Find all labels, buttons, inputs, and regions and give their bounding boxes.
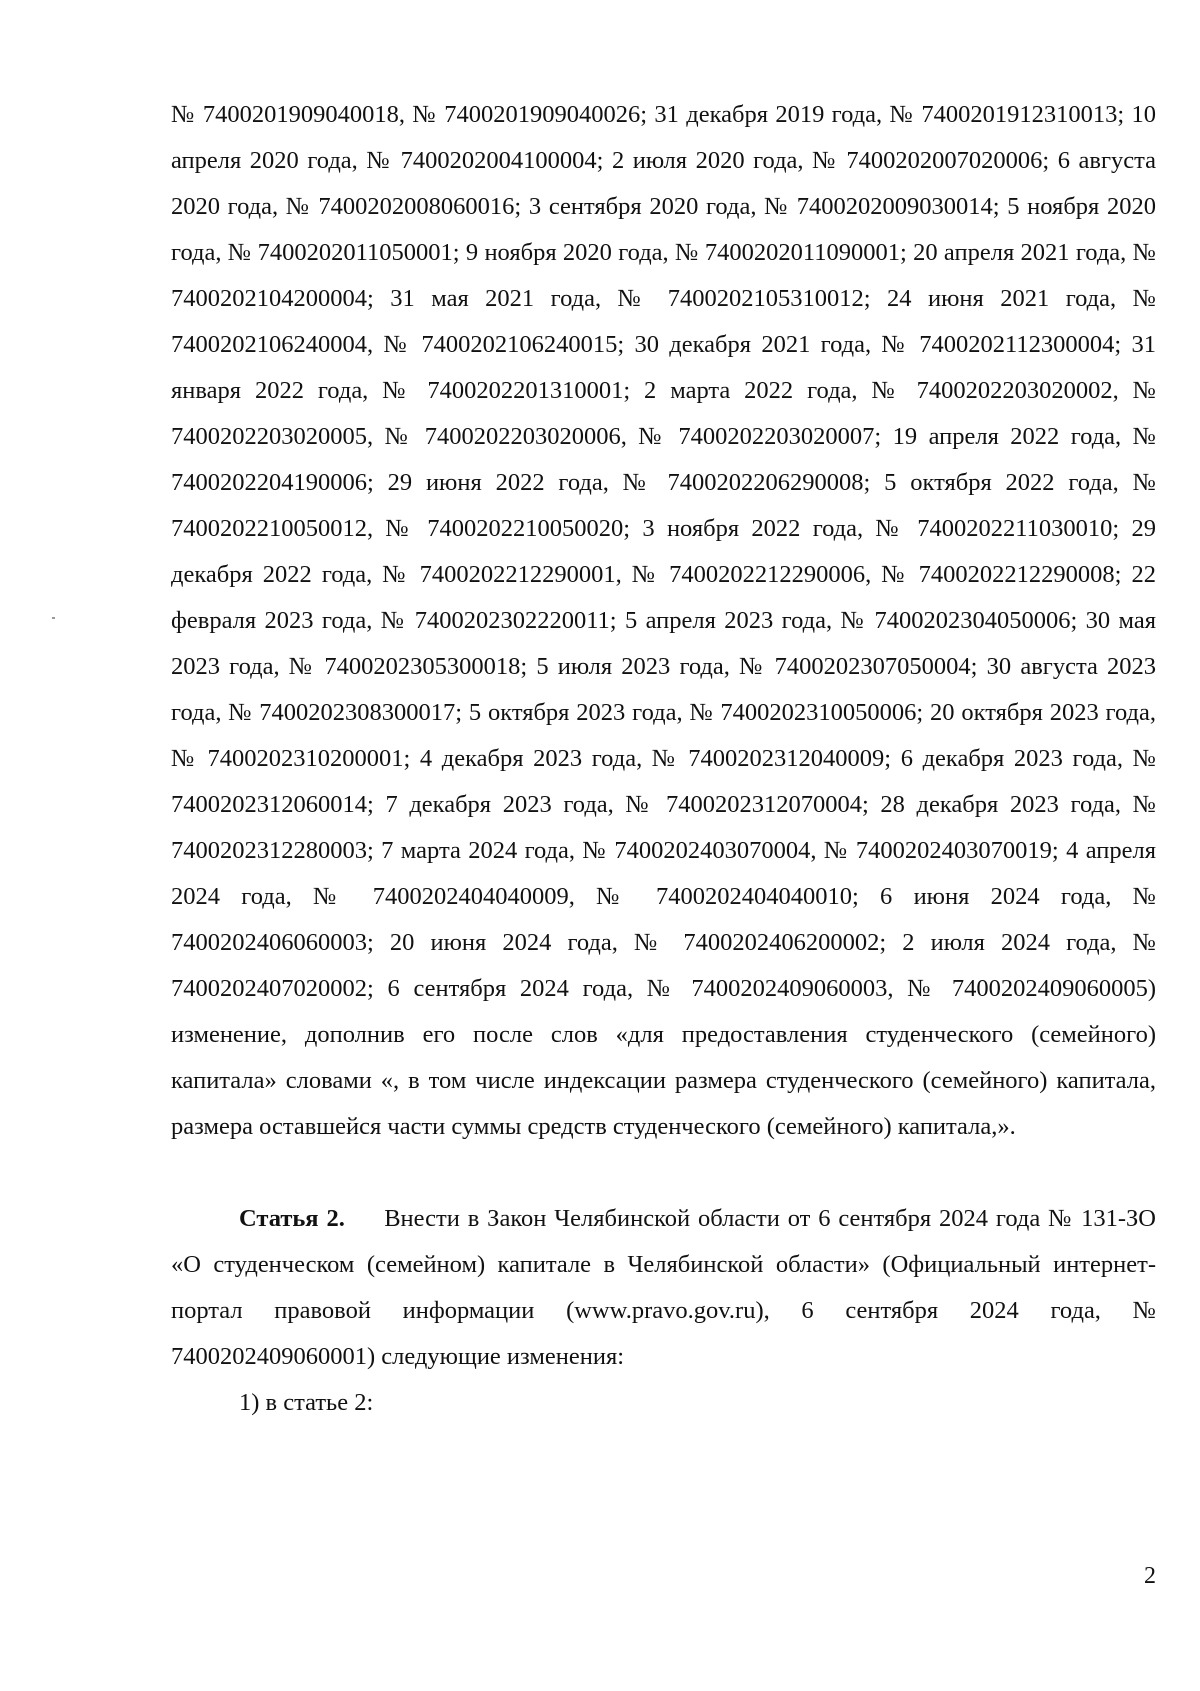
page-number: 2 [1144, 1563, 1156, 1589]
article-2-label: Статья 2. [239, 1205, 345, 1232]
document-body [171, 92, 1156, 1426]
article-2-paragraph [171, 1196, 1156, 1380]
article-2-text: Внести в Закон Челябинской области от 6 сентября 2024 года № 131-ЗО «О студенческом (семейном) капитале в Челябинской области» (Официальный интернет-портал правовой информации (www.pravo.gov.ru), 6 сентября 2024 года, № 7400202409060001) следующие изменения: [171, 1205, 1156, 1370]
scan-artifact [52, 617, 55, 619]
paragraph-amendment-list: № 7400201909040018, № 7400201909040026; 31 декабря 2019 года, № 7400201912310013; 10 апреля 2020 года, № 7400202004100004; 2 июля 2020 года, № 7400202007020006; 6 августа 2020 года, № 7400202008060016; 3 сентября 2020 года, № 7400202009030014; 5 ноября 2020 года, № 7400202011050001; 9 ноября 2020 года, № 7400202011090001; 20 апреля 2021 года, № 7400202104200004; 31 мая 2021 года, № 7400202105310012; 24 июня 2021 года, № 7400202106240004, № 7400202106240015; 30 декабря 2021 года, № 7400202112300004; 31 января 2022 года, № 7400202201310001; 2 марта 2022 года, № 7400202203020002, № 7400202203020005, № 7400202203020006, № 7400202203020007; 19 апреля 2022 года, № 7400202204190006; 29 июня 2022 года, № 7400202206290008; 5 октября 2022 года, № 7400202210050012, № 7400202210050020; 3 ноября 2022 года, № 7400202211030010; 29 декабря 2022 года, № 7400202212290001, № 7400202212290006, № 7400202212290008; 22 февраля 2023 года, № 7400202302220011; 5 апреля 2023 года, № 7400202304050006; 30 мая 2023 года, № 7400202305300018; 5 июля 2023 года, № 7400202307050004; 30 августа 2023 года, № 7400202308300017; 5 октября 2023 года, № 7400202310050006; 20 октября 2023 года, № 7400202310200001; 4 декабря 2023 года, № 7400202312040009; 6 декабря 2023 года, № 7400202312060014; 7 декабря 2023 года, № 7400202312070004; 28 декабря 2023 года, № 7400202312280003; 7 марта 2024 года, № 7400202403070004, № 7400202403070019; 4 апреля 2024 года, № 7400202404040009, № 7400202404040010; 6 июня 2024 года, № 7400202406060003; 20 июня 2024 года, № 7400202406200002; 2 июля 2024 года, № 7400202407020002; 6 сентября 2024 года, № 7400202409060003, № 7400202409060005) изменение, дополнив его после слов «для предоставления студенческого (семейного) капитала» словами «, в том числе индексации размера студенческого (семейного) капитала, размера оставшейся части суммы средств студенческого (семейного) капитала,». [171, 101, 1156, 1140]
list-item-1: 1) в статье 2: [239, 1389, 374, 1416]
